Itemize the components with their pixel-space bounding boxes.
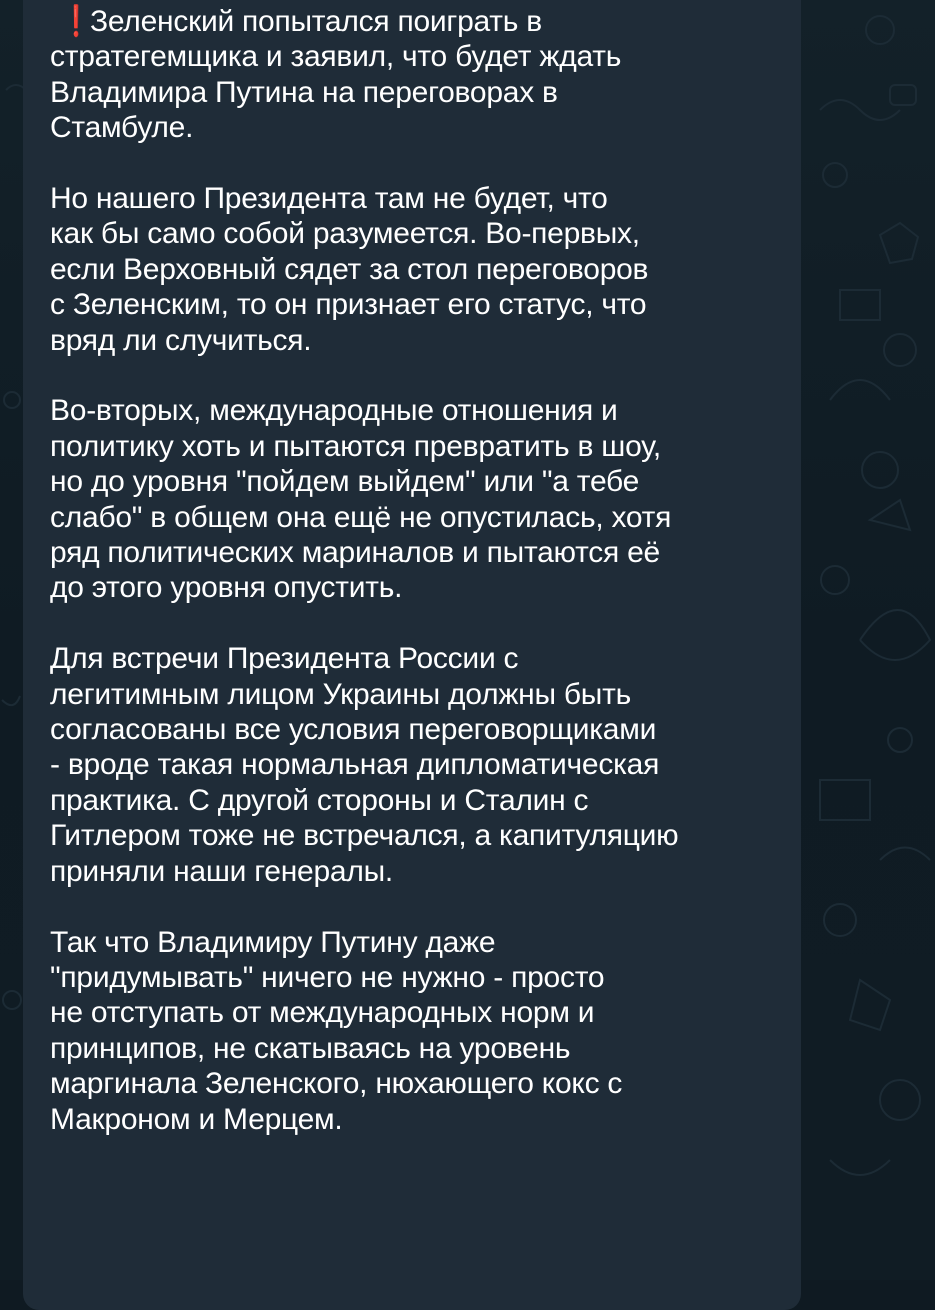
message-line: "придумывать" ничего не нужно - просто <box>50 960 605 994</box>
message-paragraph <box>50 181 790 358</box>
message-line: Так что Владимиру Путину даже <box>50 925 496 959</box>
message-line: Но нашего Президента там не будет, что <box>50 182 608 216</box>
message-line: Стамбуле. <box>50 111 194 145</box>
message-line: - вроде такая нормальная дипломатическая <box>50 748 660 782</box>
message-line: слабо" в общем она ещё не опустилась, хотя <box>50 500 672 534</box>
message-paragraph <box>50 641 790 889</box>
message-line: не отступать от международных норм и <box>50 996 595 1030</box>
message-text <box>50 4 790 1172</box>
red-exclamation-icon: ❗ <box>63 5 90 38</box>
message-line: Во-вторых, международные отношения и <box>50 394 618 428</box>
message-line: как бы само собой разумеется. Во-первых, <box>50 217 640 251</box>
message-line: приняли наши генералы. <box>50 854 394 888</box>
message-line: ❗Зеленский попытался поиграть в <box>63 5 542 38</box>
message-line: с Зеленским, то он признает его статус, что <box>50 288 647 322</box>
message-line: маргинала Зеленского, нюхающего кокс с <box>50 1067 623 1101</box>
message-line: Гитлером тоже не встречался, а капитуляцию <box>50 819 679 853</box>
message-line: принципов, не скатываясь на уровень <box>50 1031 571 1065</box>
message-line: легитимным лицом Украины должны быть <box>50 677 631 711</box>
message-paragraph <box>50 393 790 605</box>
message-line: Макроном и Мерцем. <box>50 1102 343 1136</box>
message-line: вряд ли случиться. <box>50 323 312 357</box>
message-line: политику хоть и пытаются превратить в шоу, <box>50 429 662 463</box>
message-line: согласованы все условия переговорщиками <box>50 713 657 747</box>
message-paragraph <box>50 4 790 146</box>
message-line: но до уровня "пойдем выйдем" или "а тебе <box>50 465 640 499</box>
message-line: Для встречи Президента России с <box>50 642 519 676</box>
message-line: ряд политических мариналов и пытаются её <box>50 536 660 570</box>
message-paragraph <box>50 925 790 1137</box>
message-line: если Верховный сядет за стол переговоров <box>50 252 649 286</box>
message-line: практика. С другой стороны и Сталин с <box>50 783 589 817</box>
message-line: Владимира Путина на переговорах в <box>50 75 558 109</box>
message-line: стратегемщика и заявил, что будет ждать <box>50 40 622 74</box>
message-line: до этого уровня опустить. <box>50 571 403 605</box>
